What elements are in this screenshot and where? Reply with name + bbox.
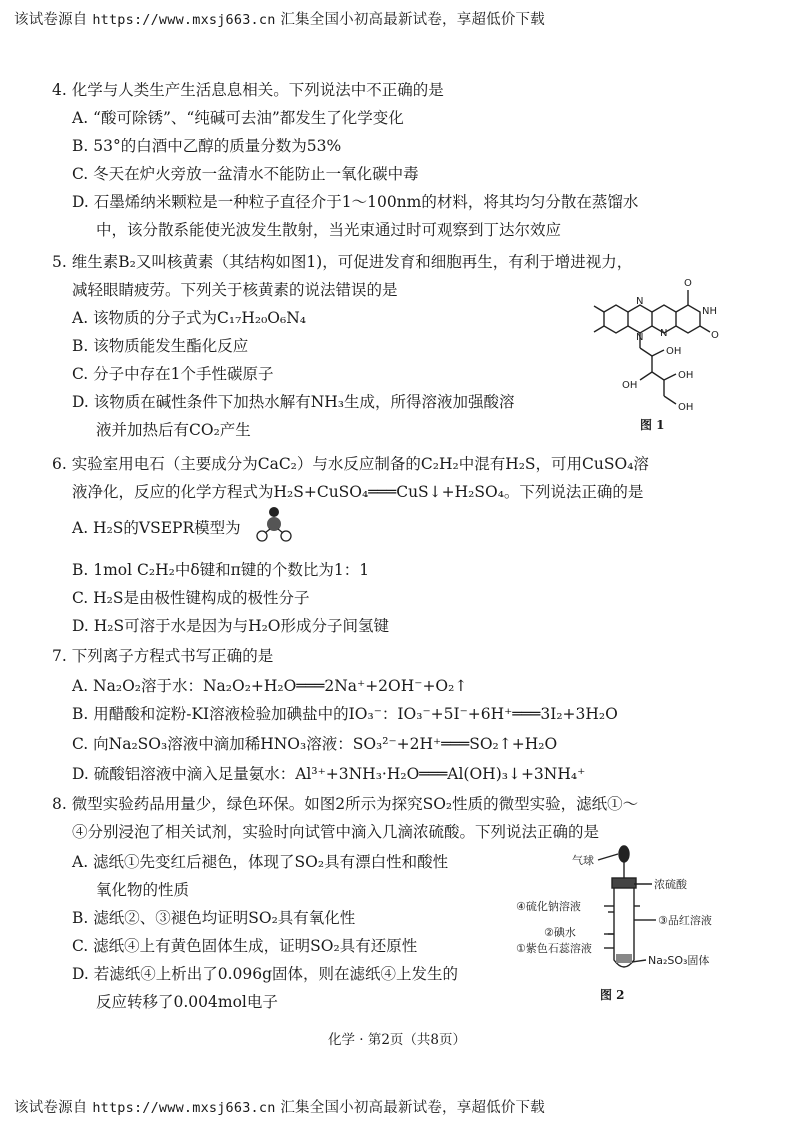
- figure-1-caption: 图 1: [640, 418, 665, 432]
- q8-stem-cont: ④分别浸泡了相关试剂，实验时向试管中滴入几滴浓硫酸。下列说法正确的是: [72, 823, 600, 841]
- page-footer: 化学 · 第2页（共8页）: [327, 1032, 467, 1048]
- header-suffix: 汇集全国小初高最新试卷，享超低价下载: [280, 12, 545, 28]
- fig1-label-n1: N: [636, 296, 644, 307]
- q8-option-a: A. 滤纸①先变红后褪色，体现了SO₂具有漂白性和酸性: [72, 853, 449, 871]
- fig1-label-n3: N: [636, 332, 644, 343]
- q5-option-d: D. 该物质在碱性条件下加热水解有NH₃生成，所得溶液加强酸溶: [72, 393, 515, 411]
- fig1-label-oh3: OH: [678, 370, 694, 381]
- q4-option-d-cont: 中，该分散系能使光波发生散射，当光束通过时可观察到丁达尔效应: [96, 221, 562, 239]
- q6-option-a: A. H₂S的VSEPR模型为: [72, 519, 241, 537]
- q4-option-a: A. “酸可除锈”、“纯碱可去油”都发生了化学变化: [72, 109, 404, 127]
- fig2-label-paper1: ①紫色石蕊溶液: [516, 942, 592, 955]
- fig1-label-o-top: O: [684, 278, 692, 289]
- q7-option-a: A. Na₂O₂溶于水：Na₂O₂+H₂O═══2Na⁺+2OH⁻+O₂↑: [72, 677, 468, 695]
- q4-stem: 4. 化学与人类生产生活息息相关。下列说法中不正确的是: [52, 81, 444, 99]
- footer-suffix: 汇集全国小初高最新试卷，享超低价下载: [280, 1100, 545, 1116]
- q5-option-a: A. 该物质的分子式为C₁₇H₂₀O₆N₄: [72, 309, 306, 327]
- q6-option-c: C. H₂S是由极性键构成的极性分子: [72, 589, 310, 607]
- q8-option-d: D. 若滤纸④上析出了0.096g固体，则在滤纸④上发生的: [72, 965, 459, 983]
- fig1-label-oh2: OH: [622, 380, 638, 391]
- fig2-label-paper3: ③品红溶液: [658, 914, 712, 927]
- fig2-label-paper4: ④硫化钠溶液: [516, 900, 581, 913]
- q7-option-d: D. 硫酸铝溶液中滴入足量氨水：Al³⁺+3NH₃·H₂O═══Al(OH)₃↓+3NH₄⁺: [72, 765, 586, 783]
- q5-option-c: C. 分子中存在1个手性碳原子: [72, 365, 274, 383]
- q7-option-b: B. 用醋酸和淀粉-KI溶液检验加碘盐中的IO₃⁻：IO₃⁻+5I⁻+6H⁺═══3I₂+3H₂O: [72, 705, 618, 723]
- fig2-label-solid: Na₂SO₃固体: [648, 954, 710, 967]
- fig1-label-oh4: OH: [678, 402, 694, 413]
- q4-option-b: B. 53°的白酒中乙醇的质量分数为53%: [72, 137, 342, 155]
- q8-option-b: B. 滤纸②、③褪色均证明SO₂具有氧化性: [72, 909, 356, 927]
- q4-option-c: C. 冬天在炉火旁放一盆清水不能防止一氧化碳中毒: [72, 165, 419, 183]
- q5-option-b: B. 该物质能发生酯化反应: [72, 337, 249, 355]
- q4-option-d: D. 石墨烯纳米颗粒是一种粒子直径介于1～100nm的材料，将其均匀分散在蒸馏水: [72, 193, 639, 211]
- q8-stem: 8. 微型实验药品用量少，绿色环保。如图2所示为探究SO₂性质的微型实验，滤纸①～: [52, 795, 639, 813]
- q8-option-d-cont: 反应转移了0.004mol电子: [96, 993, 278, 1011]
- test-tube-apparatus-figure: [516, 842, 736, 984]
- q8-option-a-cont: 氧化物的性质: [96, 881, 190, 899]
- q6-option-b: B. 1mol C₂H₂中δ键和π键的个数比为1：1: [72, 561, 370, 579]
- fig2-label-paper2: ②碘水: [544, 926, 576, 939]
- riboflavin-structure-figure: [592, 270, 732, 430]
- fig1-label-n2: N: [660, 328, 668, 339]
- q7-stem: 7. 下列离子方程式书写正确的是: [52, 647, 274, 665]
- q7-option-c: C. 向Na₂SO₃溶液中滴加稀HNO₃溶液：SO₃²⁻+2H⁺═══SO₂↑+H₂O: [72, 735, 558, 753]
- fig1-label-nh: NH: [702, 306, 717, 317]
- q5-stem: 5. 维生素B₂又叫核黄素（其结构如图1)，可促进发育和细胞再生，有利于增进视力，: [52, 253, 633, 271]
- q6-stem-cont: 液净化，反应的化学方程式为H₂S+CuSO₄═══CuS↓+H₂SO₄。下列说法正确的是: [72, 483, 644, 501]
- q6-stem: 6. 实验室用电石（主要成分为CaC₂）与水反应制备的C₂H₂中混有H₂S，可用CuSO₄溶: [52, 455, 649, 473]
- q5-option-d-cont: 液并加热后有CO₂产生: [96, 421, 251, 439]
- q6-option-d: D. H₂S可溶于水是因为与H₂O形成分子间氢键: [72, 617, 390, 635]
- vsepr-model-icon: [256, 504, 292, 544]
- source-footer-banner: [14, 1096, 545, 1117]
- fig2-label-acid: 浓硫酸: [654, 878, 687, 891]
- source-header: [14, 8, 545, 29]
- fig1-label-oh1: OH: [666, 346, 682, 357]
- header-prefix: 该试卷源自: [14, 12, 88, 28]
- q8-option-c: C. 滤纸④上有黄色固体生成，证明SO₂具有还原性: [72, 937, 418, 955]
- q5-stem-cont: 减轻眼睛疲劳。下列关于核黄素的说法错误的是: [72, 281, 398, 299]
- footer-url[interactable]: https://www.mxsj663.cn: [92, 1100, 276, 1116]
- fig2-label-balloon: 气球: [572, 854, 594, 867]
- figure-2-caption: 图 2: [600, 988, 625, 1002]
- fig1-label-o-right: O: [711, 330, 719, 341]
- header-url[interactable]: https://www.mxsj663.cn: [92, 12, 276, 28]
- footer-prefix: 该试卷源自: [14, 1100, 88, 1116]
